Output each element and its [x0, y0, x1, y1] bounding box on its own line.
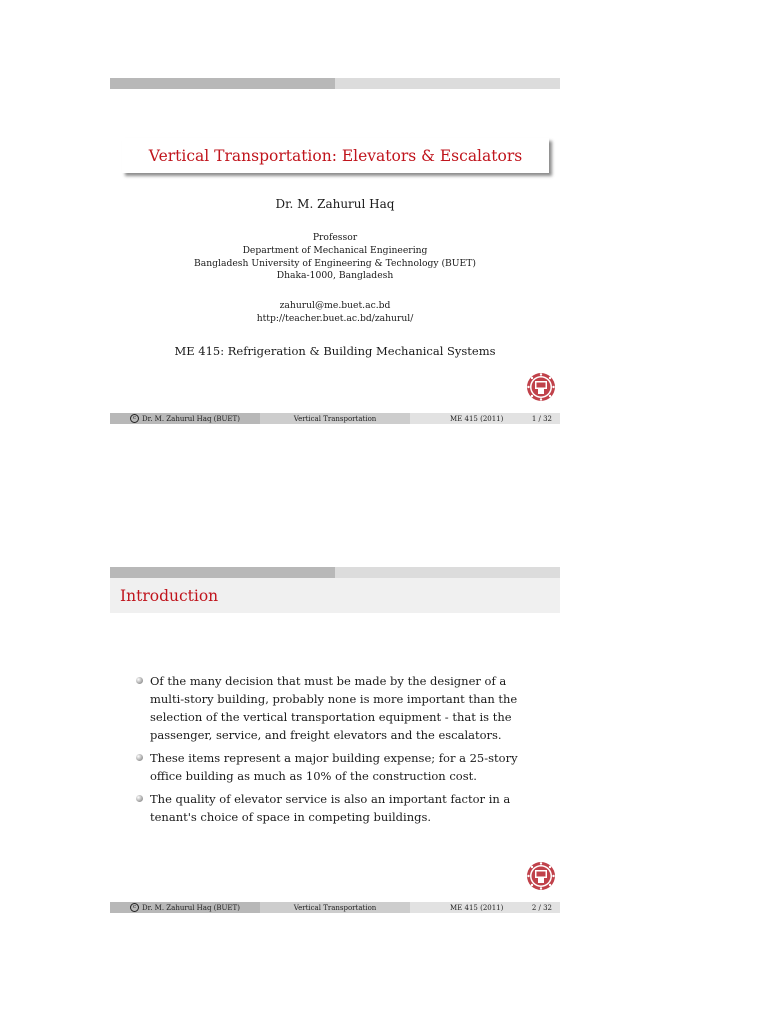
footer-short-title: Vertical Transportation — [293, 414, 377, 423]
footer-page-number: 2 / 32 — [531, 903, 552, 912]
email-link[interactable]: zahurul@me.buet.ac.bd — [279, 300, 391, 311]
buet-logo-icon — [526, 372, 556, 402]
footer-author-cell — [110, 902, 260, 913]
author-name: Dr. M. Zahurul Haq — [275, 197, 395, 211]
affiliation-block — [110, 232, 560, 283]
presentation-title: Vertical Transportation: Elevators & Escalators — [148, 146, 523, 165]
footer-author-cell — [110, 413, 260, 424]
course-name: ME 415: Refrigeration & Building Mechanical Systems — [174, 344, 496, 358]
top-bar-right-segment — [335, 78, 560, 89]
list-item — [134, 790, 544, 826]
top-bar-left-segment — [110, 567, 335, 578]
footer-course-cell — [410, 902, 560, 913]
affiliation-line: Professor — [312, 232, 358, 243]
contact-block — [110, 299, 560, 325]
copyright-icon: c — [130, 903, 139, 912]
slide-1 — [110, 78, 560, 428]
affiliation-line: Bangladesh University of Engineering & Technology (BUET) — [194, 257, 476, 269]
top-navigation-bar — [110, 78, 560, 89]
footer-title-cell — [260, 902, 410, 913]
footer-author: Dr. M. Zahurul Haq (BUET) — [142, 414, 240, 423]
frame-title: Introduction — [120, 586, 219, 605]
slide-2 — [110, 567, 560, 917]
frame-title-bar — [110, 578, 560, 613]
slide-footer — [110, 413, 560, 424]
title-box — [122, 138, 549, 173]
footer-short-title: Vertical Transportation — [293, 903, 377, 912]
slide-footer — [110, 902, 560, 913]
affiliation-line: Dhaka-1000, Bangladesh — [276, 270, 394, 282]
top-bar-right-segment — [335, 567, 560, 578]
sphere-bullet-icon — [136, 754, 143, 761]
footer-title-cell — [260, 413, 410, 424]
list-item — [134, 672, 544, 744]
footer-course: ME 415 (2011) — [450, 414, 504, 423]
bullet-list — [134, 672, 544, 831]
buet-logo-icon — [526, 861, 556, 891]
list-item — [134, 749, 544, 785]
bullet-text: These items represent a major building expense; for a 25-story office building as much as 10% of the construction cost. — [150, 751, 518, 783]
top-navigation-bar — [110, 567, 560, 578]
top-bar-left-segment — [110, 78, 335, 89]
footer-course: ME 415 (2011) — [450, 903, 504, 912]
bullet-text: The quality of elevator service is also an important factor in a tenant's choice of space in competing buildings. — [150, 792, 511, 824]
bullet-text: Of the many decision that must be made by the designer of a multi-story building, probably none is more important than the selection of the vertical transportation equipment - that is the passenger, service, and freight elevators and the escalators. — [150, 674, 518, 742]
footer-page-number: 1 / 32 — [531, 414, 552, 423]
affiliation-line: Department of Mechanical Engineering — [242, 244, 428, 256]
footer-course-cell — [410, 413, 560, 424]
sphere-bullet-icon — [136, 795, 143, 802]
sphere-bullet-icon — [136, 677, 143, 684]
footer-author: Dr. M. Zahurul Haq (BUET) — [142, 903, 240, 912]
homepage-link[interactable]: http://teacher.buet.ac.bd/zahurul/ — [256, 313, 414, 324]
copyright-icon: c — [130, 414, 139, 423]
